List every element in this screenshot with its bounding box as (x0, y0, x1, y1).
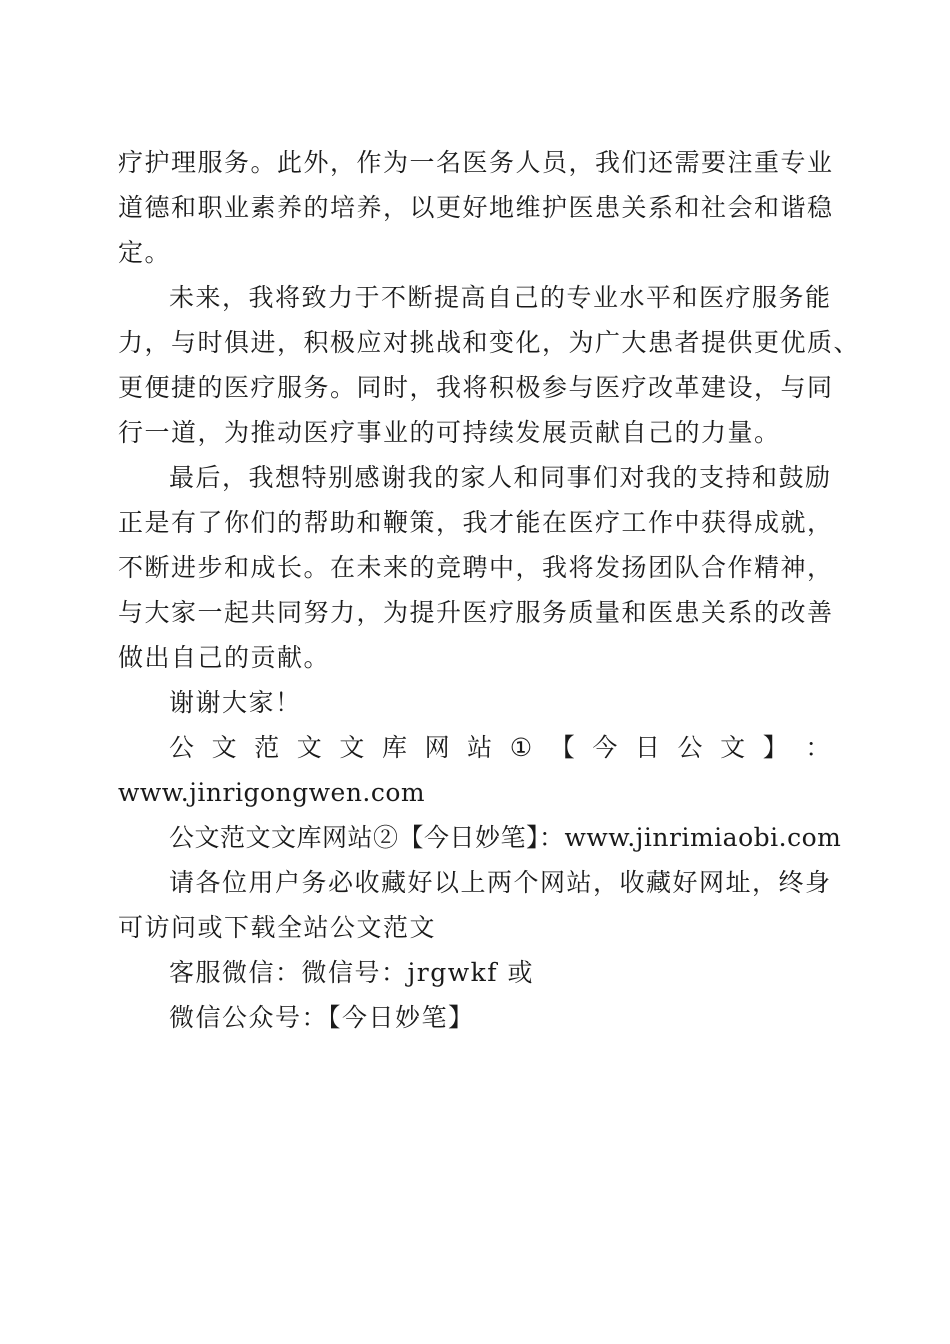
notice-line: 请各位用户务必收藏好以上两个网站，收藏好网址，终身 (169, 868, 832, 897)
site1-line: 公 文 范 文 文 库 网 站 ① 【 今 日 公 文 】 ： (169, 733, 832, 762)
paragraph-line: 与大家一起共同努力，为提升医疗服务质量和医患关系的改善 (118, 598, 834, 627)
document-page (118, 140, 861, 1040)
paragraph-line: 最后，我想特别感谢我的家人和同事们对我的支持和鼓励 (169, 463, 832, 492)
paragraph-line: 正是有了你们的帮助和鞭策，我才能在医疗工作中获得成就， (118, 508, 834, 537)
service-wechat: 客服微信：微信号：jrgwkf 或 (169, 958, 534, 987)
paragraph-line: 定。 (118, 238, 172, 267)
site2-line: 公文范文文库网站②【今日妙笔】：www.jinrimiaobi.com (169, 823, 842, 852)
closing-thanks: 谢谢大家！ (169, 688, 302, 717)
paragraph-line: 疗护理服务。此外，作为一名医务人员，我们还需要注重专业 (118, 148, 834, 177)
notice-line: 可访问或下载全站公文范文 (118, 913, 437, 942)
site1-url[interactable]: www.jinrigongwen.com (118, 778, 426, 807)
paragraph-line: 未来，我将致力于不断提高自己的专业水平和医疗服务能 (169, 283, 832, 312)
paragraph-line: 做出自己的贡献。 (118, 643, 331, 672)
official-account: 微信公众号：【今日妙笔】 (169, 1003, 475, 1032)
paragraph-line: 不断进步和成长。在未来的竞聘中，我将发扬团队合作精神， (118, 553, 834, 582)
paragraph-line: 更便捷的医疗服务。同时，我将积极参与医疗改革建设，与同 (118, 373, 834, 402)
paragraph-line: 行一道，为推动医疗事业的可持续发展贡献自己的力量。 (118, 418, 781, 447)
paragraph-line: 道德和职业素养的培养，以更好地维护医患关系和社会和谐稳 (118, 193, 834, 222)
paragraph-line: 力，与时俱进，积极应对挑战和变化，为广大患者提供更优质、 (118, 328, 861, 357)
